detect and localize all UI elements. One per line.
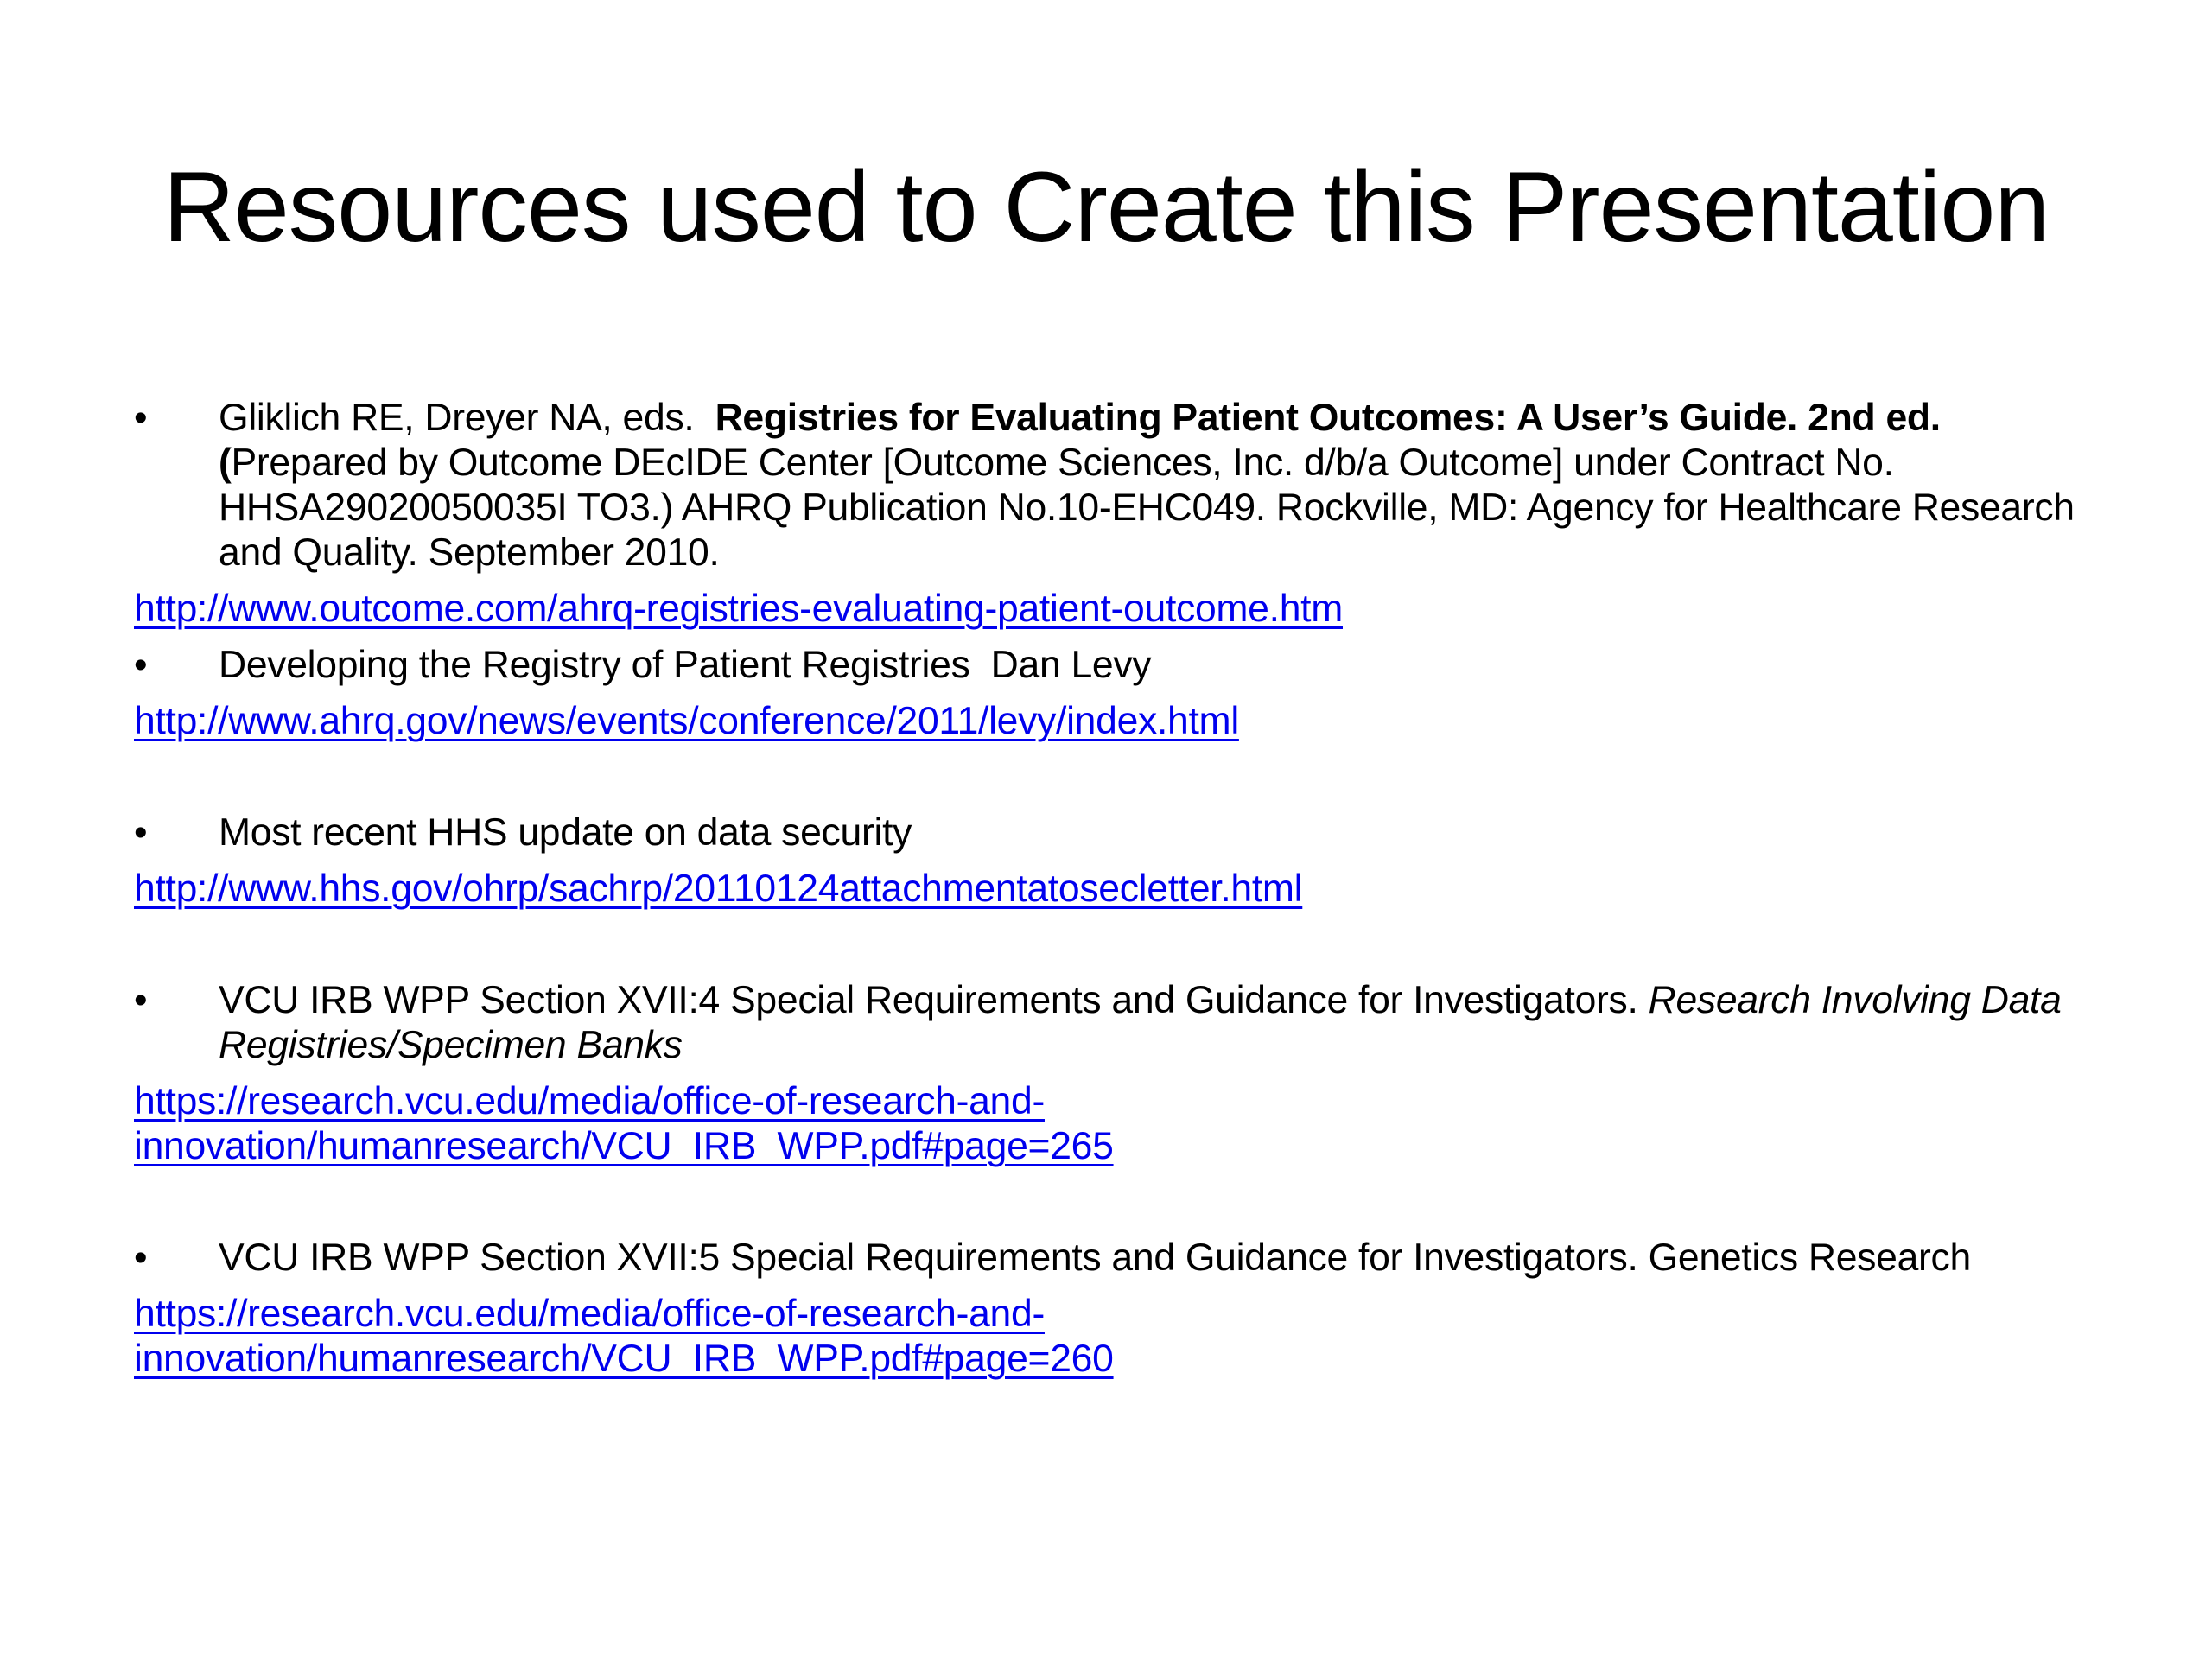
resource-link[interactable] <box>134 1079 2095 1169</box>
citation-details: Prepared by Outcome DEcIDE Center [Outcome Sciences, Inc. d/b/a Outcome] under Contract No. HHSA29020050035I TO3.) AHRQ Publication No.10-EHC049. Rockville, MD: Agency for Healthcare Research and Quality. September 2010. <box>219 442 2075 574</box>
citation-title: Registries for Evaluating Patient Outcomes: A User’s Guide. 2nd ed.( <box>219 397 1941 484</box>
resource-item <box>134 396 2095 575</box>
bullet-marker: • <box>134 979 148 1021</box>
resource-link-line: http://www.outcome.com/ahrq-registries-evaluating-patient-outcome.htm <box>134 588 1343 630</box>
spacer <box>134 632 2095 643</box>
resource-link-line: innovation/humanresearch/VCU_IRB_WPP.pdf#page=260 <box>134 1338 1114 1380</box>
resource-citation: Developing the Registry of Patient Registries Dan Levy <box>219 644 1152 686</box>
resource-link[interactable] <box>134 587 2095 632</box>
citation-text: VCU IRB WPP Section XVII:4 Special Requirements and Guidance for Investigators. <box>219 979 1649 1021</box>
resource-citation: VCU IRB WPP Section XVII:5 Special Requirements and Guidance for Investigators. Genetics Research <box>219 1236 1971 1279</box>
resource-link-line: https://research.vcu.edu/media/office-of-research-and- <box>134 1293 1045 1335</box>
resource-link-line: http://www.hhs.gov/ohrp/sachrp/20110124attachmentatosecletter.html <box>134 868 1303 910</box>
spacer <box>134 1169 2095 1236</box>
resource-link[interactable] <box>134 699 2095 744</box>
spacer <box>134 744 2095 810</box>
bullet-marker: • <box>134 397 148 439</box>
bullet-marker: • <box>134 811 148 854</box>
bullet-marker: • <box>134 1236 148 1279</box>
resource-link-line: https://research.vcu.edu/media/office-of-research-and- <box>134 1080 1045 1122</box>
resource-link[interactable] <box>134 1292 2095 1382</box>
resource-link-line: innovation/humanresearch/VCU_IRB_WPP.pdf#page=265 <box>134 1125 1114 1167</box>
resource-item <box>134 643 2095 688</box>
slide-title: Resources used to Create this Presentation <box>162 152 2050 263</box>
spacer <box>134 912 2095 978</box>
resource-citation <box>219 397 2075 574</box>
bullet-marker: • <box>134 644 148 686</box>
resource-item <box>134 810 2095 855</box>
citation-authors: Gliklich RE, Dreyer NA, eds. <box>219 397 715 439</box>
resource-list <box>134 396 2095 1382</box>
resource-citation <box>219 979 2062 1066</box>
resource-link-line: http://www.ahrq.gov/news/events/conference/2011/levy/index.html <box>134 700 1239 742</box>
resource-item <box>134 1236 2095 1281</box>
resource-citation: Most recent HHS update on data security <box>219 811 912 854</box>
resource-link[interactable] <box>134 867 2095 912</box>
resource-item <box>134 978 2095 1068</box>
citation-italic-title: Research Involving Data Registries/Specimen Banks <box>219 979 2062 1066</box>
